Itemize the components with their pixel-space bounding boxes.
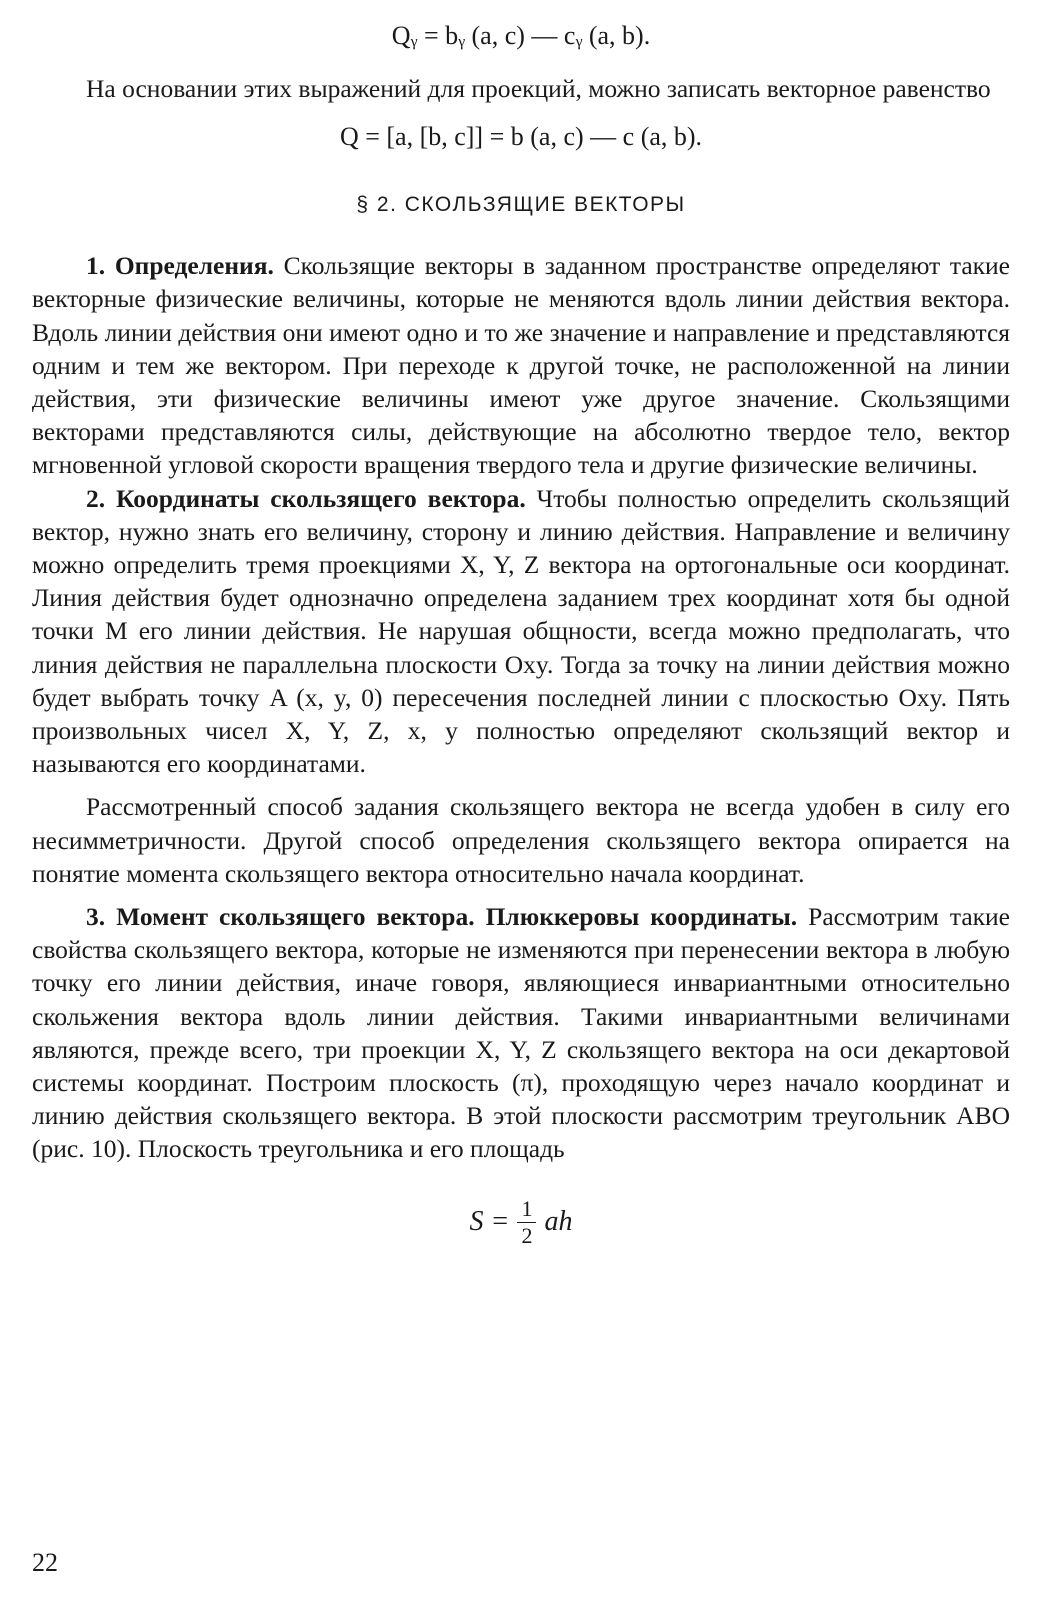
section-title: § 2. СКОЛЬЗЯЩИЕ ВЕКТОРЫ [356,193,686,217]
paragraph-text: Скользящие векторы в заданном пространстве определяют такие векторные физические величины, которые не меняются вдоль линии действия вектора. Вдоль линии действия они имеют одно и то же значение и направление и представляются одним и тем же вектором. При переходе к другой точке, не расположенной на линии действия, эти физические величины имеют уже другое значение. Скользящими векторами представляются силы, действующие на абсолютно твердое тело, вектор мгновенной угловой скорости вращения твердого тела и другие физические величины. [32,251,1010,480]
paragraph-text: Рассмотренный способ задания скользящего вектора не всегда удобен в силу его несимметричности. Другой способ определения скользящего вектора опирается на понятие момента скользящего вектора относительно начала координат. [32,792,1010,888]
page-number: 22 [32,1548,58,1577]
formula-rhs: ah [544,1206,573,1238]
paragraph-moment [32,900,1010,1166]
fraction-numerator: 1 [517,1196,536,1223]
formula-lhs: S = [469,1206,510,1238]
paragraph-text: Рассмотрим такие свойства скользящего вектора, которые не изменяются при перенесении вектора в любую точку его линии действия, иначе говоря, являющиеся инвариантными относительно скольжения вектора вдоль линии действия. Такими инвариантными величинами являются, прежде всего, три проекции X, Y, Z скользящего вектора на оси декартовой системы координат. Построим плоскость (π), проходящую через начало координат и линию действия скользящего вектора. В этой плоскости рассмотрим треугольник ABO (рис. 10). Плоскость треугольника и его площадь [32,902,1010,1164]
fraction-denominator: 2 [521,1222,533,1248]
paragraph-method [32,790,1010,890]
formula-qy: Qᵧ = bᵧ (a, c) — cᵧ (a, b). [391,21,651,50]
fraction [517,1196,536,1249]
paragraph-definitions [32,249,1010,481]
intro-paragraph: На основании этих выражений для проекций, можно записать векторное равенство [86,74,991,103]
formula-q: Q = [a, [b, c]] = b (a, c) — c (a, b). [339,122,703,152]
paragraph-heading: 1. Определения. [86,251,274,281]
formula-area [32,1196,1010,1249]
paragraph-text: Чтобы полностью определить скользящий вектор, нужно знать его величину, сторону и линию действия. Направление и величину можно определить тремя проекциями X, Y, Z вектора на ортогональные оси координат. Линия действия будет однозначно определена заданием трех координат хотя бы одной точки M его линии действия. Не нарушая общности, всегда можно предполагать, что линия действия не параллельна плоскости Oxy. Тогда за точку на линии действия можно будет выбрать точку A (x, y, 0) пересечения последней линии с плоскостью Oxy. Пять произвольных чисел X, Y, Z, x, y полностью определяют скользящий вектор и называются его координатами. [32,483,1011,779]
paragraph-heading: 3. Момент скользящего вектора. Плюккеровы координаты. [86,902,798,932]
paragraph-coordinates [32,482,1010,781]
page-content [32,20,1010,1249]
paragraph-heading: 2. Координаты скользящего вектора. [86,483,526,513]
